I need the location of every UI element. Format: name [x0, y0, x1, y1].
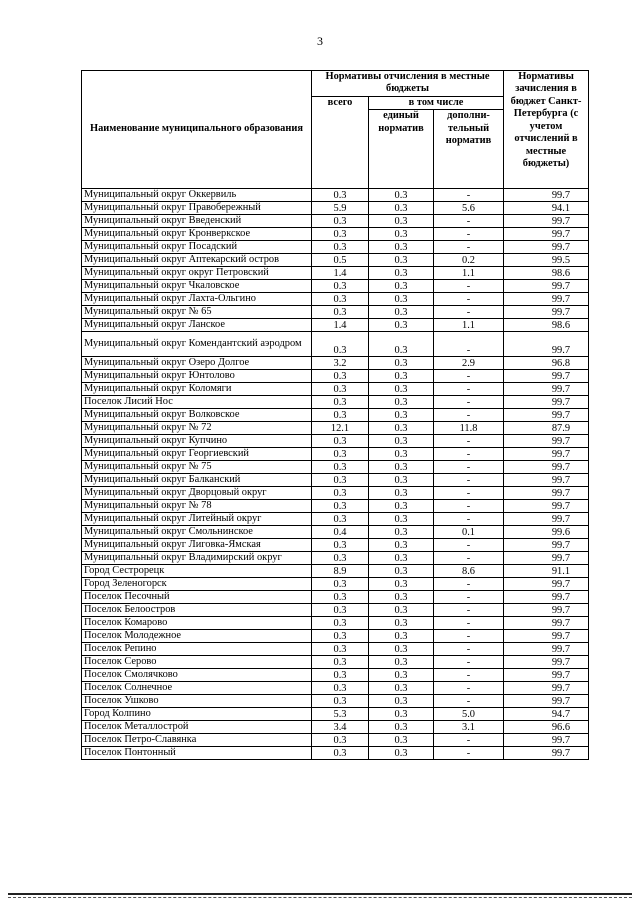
cell-city: 99.7: [504, 539, 589, 552]
cell-city: 99.7: [504, 409, 589, 422]
cell-total: 0.3: [312, 435, 369, 448]
cell-name: Муниципальный округ № 65: [82, 306, 312, 319]
cell-single: 0.3: [369, 656, 434, 669]
cell-city: 99.7: [504, 552, 589, 565]
cell-additional: -: [434, 578, 504, 591]
table-row: [82, 448, 589, 461]
table-row: [82, 682, 589, 695]
cell-single: 0.3: [369, 552, 434, 565]
cell-single: 0.3: [369, 293, 434, 306]
cell-city: 99.7: [504, 513, 589, 526]
cell-total: 3.2: [312, 357, 369, 370]
cell-additional: 2.9: [434, 357, 504, 370]
cell-single: 0.3: [369, 513, 434, 526]
cell-total: 0.3: [312, 280, 369, 293]
cell-total: 0.3: [312, 552, 369, 565]
table-row: [82, 526, 589, 539]
cell-name: Муниципальный округ Кронверкское: [82, 228, 312, 241]
cell-additional: 5.6: [434, 202, 504, 215]
cell-single: 0.3: [369, 565, 434, 578]
cell-single: 0.3: [369, 319, 434, 332]
cell-name: Поселок Петро-Славянка: [82, 734, 312, 747]
header-additional: дополни-тельный норматив: [434, 110, 504, 189]
cell-name: Муниципальный округ Комендантский аэродром: [82, 332, 312, 357]
cell-city: 99.5: [504, 254, 589, 267]
cell-total: 0.3: [312, 656, 369, 669]
cell-total: 0.3: [312, 306, 369, 319]
cell-single: 0.3: [369, 267, 434, 280]
cell-city: 99.7: [504, 280, 589, 293]
cell-additional: -: [434, 682, 504, 695]
cell-name: Муниципальный округ № 78: [82, 500, 312, 513]
cell-city: 99.7: [504, 591, 589, 604]
cell-name: Муниципальный округ Литейный округ: [82, 513, 312, 526]
cell-city: 94.1: [504, 202, 589, 215]
cell-city: 99.7: [504, 695, 589, 708]
cell-total: 0.3: [312, 630, 369, 643]
cell-total: 0.3: [312, 293, 369, 306]
cell-total: 0.3: [312, 604, 369, 617]
header-city-budget: Нормативы зачисления в бюджет Санкт-Петербурга (с учетом отчислений в местные бюджеты): [504, 71, 589, 189]
page-number: 3: [317, 34, 323, 48]
cell-city: 96.8: [504, 357, 589, 370]
cell-name: Город Колпино: [82, 708, 312, 721]
cell-single: 0.3: [369, 435, 434, 448]
cell-total: 0.3: [312, 189, 369, 202]
cell-additional: -: [434, 487, 504, 500]
cell-additional: -: [434, 513, 504, 526]
cell-single: 0.3: [369, 280, 434, 293]
table-row: [82, 578, 589, 591]
cell-total: 0.3: [312, 513, 369, 526]
table-row: [82, 254, 589, 267]
cell-total: 0.3: [312, 539, 369, 552]
cell-city: 99.7: [504, 396, 589, 409]
cell-additional: -: [434, 370, 504, 383]
cell-single: 0.3: [369, 721, 434, 734]
cell-single: 0.3: [369, 617, 434, 630]
cell-total: 5.9: [312, 202, 369, 215]
cell-name: Муниципальный округ Лиговка-Ямская: [82, 539, 312, 552]
cell-single: 0.3: [369, 734, 434, 747]
cell-name: Муниципальный округ Ланское: [82, 319, 312, 332]
table-row: [82, 604, 589, 617]
cell-name: Поселок Понтонный: [82, 747, 312, 760]
cell-additional: 3.1: [434, 721, 504, 734]
table-body: [82, 189, 589, 760]
table-row: [82, 280, 589, 293]
table-row: [82, 357, 589, 370]
cell-single: 0.3: [369, 500, 434, 513]
cell-name: Муниципальный округ Аптекарский остров: [82, 254, 312, 267]
cell-city: 99.7: [504, 630, 589, 643]
cell-single: 0.3: [369, 189, 434, 202]
cell-single: 0.3: [369, 306, 434, 319]
cell-additional: -: [434, 409, 504, 422]
cell-total: 0.3: [312, 383, 369, 396]
table-row: [82, 500, 589, 513]
table-row: [82, 332, 589, 357]
table-row: [82, 669, 589, 682]
table-row: [82, 319, 589, 332]
table-row: [82, 461, 589, 474]
table-row: [82, 513, 589, 526]
table-row: [82, 721, 589, 734]
cell-city: 99.7: [504, 448, 589, 461]
cell-single: 0.3: [369, 747, 434, 760]
cell-name: Поселок Репино: [82, 643, 312, 656]
cell-city: 98.6: [504, 319, 589, 332]
cell-additional: 0.2: [434, 254, 504, 267]
cell-single: 0.3: [369, 448, 434, 461]
table-row: [82, 435, 589, 448]
cell-total: 0.3: [312, 695, 369, 708]
cell-additional: -: [434, 552, 504, 565]
cell-single: 0.3: [369, 461, 434, 474]
table-header: [82, 71, 589, 189]
cell-single: 0.3: [369, 526, 434, 539]
cell-single: 0.3: [369, 357, 434, 370]
cell-name: Город Сестрорецк: [82, 565, 312, 578]
cell-single: 0.3: [369, 254, 434, 267]
cell-name: Муниципальный округ Дворцовый округ: [82, 487, 312, 500]
cell-name: Муниципальный округ Правобережный: [82, 202, 312, 215]
cell-name: Поселок Серово: [82, 656, 312, 669]
cell-name: Муниципальный округ Оккервиль: [82, 189, 312, 202]
header-total: всего: [312, 96, 369, 188]
cell-name: Поселок Молодежное: [82, 630, 312, 643]
cell-total: 0.3: [312, 682, 369, 695]
cell-additional: -: [434, 734, 504, 747]
cell-additional: -: [434, 617, 504, 630]
cell-city: 99.7: [504, 215, 589, 228]
cell-city: 99.7: [504, 669, 589, 682]
cell-additional: -: [434, 396, 504, 409]
cell-city: 99.7: [504, 383, 589, 396]
table-row: [82, 306, 589, 319]
cell-additional: -: [434, 215, 504, 228]
cell-single: 0.3: [369, 383, 434, 396]
cell-single: 0.3: [369, 669, 434, 682]
cell-single: 0.3: [369, 604, 434, 617]
cell-city: 99.7: [504, 474, 589, 487]
table-row: [82, 228, 589, 241]
cell-total: 0.3: [312, 461, 369, 474]
cell-name: Муниципальный округ Юнтолово: [82, 370, 312, 383]
cell-single: 0.3: [369, 228, 434, 241]
cell-total: 12.1: [312, 422, 369, 435]
cell-name: Муниципальный округ Посадский: [82, 241, 312, 254]
cell-name: Муниципальный округ № 72: [82, 422, 312, 435]
cell-additional: -: [434, 656, 504, 669]
cell-name: Поселок Смолячково: [82, 669, 312, 682]
cell-single: 0.3: [369, 370, 434, 383]
cell-single: 0.3: [369, 332, 434, 357]
cell-name: Поселок Белоостров: [82, 604, 312, 617]
cell-total: 0.3: [312, 734, 369, 747]
cell-total: 0.3: [312, 474, 369, 487]
table-row: [82, 409, 589, 422]
cell-single: 0.3: [369, 643, 434, 656]
table-row: [82, 396, 589, 409]
cell-additional: -: [434, 332, 504, 357]
cell-city: 99.7: [504, 643, 589, 656]
cell-city: 99.7: [504, 241, 589, 254]
cell-city: 91.1: [504, 565, 589, 578]
cell-total: 0.3: [312, 617, 369, 630]
cell-additional: -: [434, 500, 504, 513]
cell-total: 0.4: [312, 526, 369, 539]
cell-total: 0.3: [312, 591, 369, 604]
cell-additional: -: [434, 539, 504, 552]
cell-city: 99.7: [504, 604, 589, 617]
cell-name: Муниципальный округ Введенский: [82, 215, 312, 228]
cell-total: 0.3: [312, 448, 369, 461]
cell-total: 0.3: [312, 487, 369, 500]
cell-single: 0.3: [369, 396, 434, 409]
cell-city: 98.6: [504, 267, 589, 280]
cell-city: 99.7: [504, 189, 589, 202]
cell-name: Поселок Комарово: [82, 617, 312, 630]
cell-additional: -: [434, 293, 504, 306]
cell-additional: -: [434, 643, 504, 656]
cell-additional: -: [434, 306, 504, 319]
table-row: [82, 293, 589, 306]
table-row: [82, 422, 589, 435]
table-row: [82, 695, 589, 708]
cell-total: 0.3: [312, 215, 369, 228]
cell-city: 99.7: [504, 370, 589, 383]
cell-total: 0.3: [312, 332, 369, 357]
cell-additional: 0.1: [434, 526, 504, 539]
table-row: [82, 565, 589, 578]
cell-additional: -: [434, 747, 504, 760]
cell-single: 0.3: [369, 695, 434, 708]
cell-total: 0.3: [312, 241, 369, 254]
table-row: [82, 189, 589, 202]
cell-name: Муниципальный округ Озеро Долгое: [82, 357, 312, 370]
cell-city: 94.7: [504, 708, 589, 721]
cell-single: 0.3: [369, 708, 434, 721]
normatives-table: [81, 70, 589, 760]
cell-total: 0.3: [312, 578, 369, 591]
cell-name: Поселок Солнечное: [82, 682, 312, 695]
footer-rule-thin: [8, 897, 632, 898]
cell-additional: -: [434, 461, 504, 474]
cell-city: 99.7: [504, 500, 589, 513]
cell-total: 0.3: [312, 643, 369, 656]
cell-city: 99.7: [504, 293, 589, 306]
cell-name: Муниципальный округ № 75: [82, 461, 312, 474]
table-row: [82, 267, 589, 280]
cell-single: 0.3: [369, 578, 434, 591]
header-name: Наименование муниципального образования: [82, 71, 312, 189]
cell-single: 0.3: [369, 474, 434, 487]
cell-additional: -: [434, 591, 504, 604]
cell-total: 0.3: [312, 396, 369, 409]
table-row: [82, 202, 589, 215]
table-row: [82, 539, 589, 552]
table-row: [82, 708, 589, 721]
table-row: [82, 474, 589, 487]
cell-single: 0.3: [369, 409, 434, 422]
cell-city: 99.7: [504, 487, 589, 500]
cell-name: Муниципальный округ Купчино: [82, 435, 312, 448]
cell-name: Муниципальный округ Коломяги: [82, 383, 312, 396]
cell-additional: -: [434, 474, 504, 487]
cell-single: 0.3: [369, 539, 434, 552]
cell-name: Поселок Песочный: [82, 591, 312, 604]
cell-name: Муниципальный округ Смольнинское: [82, 526, 312, 539]
cell-city: 99.6: [504, 526, 589, 539]
table-row: [82, 643, 589, 656]
cell-total: 0.3: [312, 228, 369, 241]
cell-city: 99.7: [504, 306, 589, 319]
cell-name: Муниципальный округ Балканский: [82, 474, 312, 487]
table-row: [82, 656, 589, 669]
cell-additional: -: [434, 604, 504, 617]
cell-name: Поселок Металлострой: [82, 721, 312, 734]
cell-name: Муниципальный округ округ Петровский: [82, 267, 312, 280]
cell-additional: 11.8: [434, 422, 504, 435]
cell-total: 1.4: [312, 319, 369, 332]
table-row: [82, 591, 589, 604]
table-row: [82, 552, 589, 565]
cell-total: 0.3: [312, 500, 369, 513]
table-row: [82, 383, 589, 396]
cell-city: 99.7: [504, 734, 589, 747]
cell-total: 1.4: [312, 267, 369, 280]
cell-additional: -: [434, 669, 504, 682]
cell-name: Муниципальный округ Лахта-Ольгино: [82, 293, 312, 306]
cell-city: 99.7: [504, 332, 589, 357]
table-row: [82, 370, 589, 383]
footer-rule: [8, 893, 632, 895]
cell-city: 96.6: [504, 721, 589, 734]
cell-additional: 1.1: [434, 319, 504, 332]
cell-name: Муниципальный округ Чкаловское: [82, 280, 312, 293]
cell-city: 99.7: [504, 461, 589, 474]
cell-city: 99.7: [504, 578, 589, 591]
cell-additional: -: [434, 280, 504, 293]
cell-city: 99.7: [504, 682, 589, 695]
cell-single: 0.3: [369, 591, 434, 604]
cell-additional: -: [434, 448, 504, 461]
cell-city: 99.7: [504, 617, 589, 630]
cell-single: 0.3: [369, 682, 434, 695]
header-including: в том числе: [369, 96, 504, 109]
cell-total: 8.9: [312, 565, 369, 578]
cell-name: Муниципальный округ Владимирский округ: [82, 552, 312, 565]
cell-single: 0.3: [369, 202, 434, 215]
header-normatives-group: Нормативы отчисления в местные бюджеты: [312, 71, 504, 97]
cell-city: 99.7: [504, 435, 589, 448]
table-row: [82, 241, 589, 254]
cell-additional: -: [434, 630, 504, 643]
cell-total: 3.4: [312, 721, 369, 734]
cell-total: 0.3: [312, 747, 369, 760]
table-row: [82, 487, 589, 500]
cell-city: 99.7: [504, 656, 589, 669]
cell-city: 87.9: [504, 422, 589, 435]
cell-name: Муниципальный округ Георгиевский: [82, 448, 312, 461]
cell-single: 0.3: [369, 487, 434, 500]
cell-additional: 5.0: [434, 708, 504, 721]
cell-city: 99.7: [504, 228, 589, 241]
cell-city: 99.7: [504, 747, 589, 760]
table-row: [82, 747, 589, 760]
header-single: единый норматив: [369, 110, 434, 189]
cell-total: 5.3: [312, 708, 369, 721]
cell-additional: -: [434, 435, 504, 448]
table-row: [82, 630, 589, 643]
cell-name: Муниципальный округ Волковское: [82, 409, 312, 422]
cell-single: 0.3: [369, 422, 434, 435]
cell-additional: 8.6: [434, 565, 504, 578]
cell-additional: -: [434, 228, 504, 241]
cell-additional: -: [434, 189, 504, 202]
cell-total: 0.3: [312, 669, 369, 682]
cell-single: 0.3: [369, 241, 434, 254]
cell-additional: -: [434, 383, 504, 396]
cell-name: Поселок Ушково: [82, 695, 312, 708]
cell-additional: -: [434, 695, 504, 708]
cell-single: 0.3: [369, 215, 434, 228]
table-row: [82, 617, 589, 630]
cell-name: Город Зеленогорск: [82, 578, 312, 591]
cell-additional: 1.1: [434, 267, 504, 280]
cell-additional: -: [434, 241, 504, 254]
cell-total: 0.3: [312, 409, 369, 422]
table-row: [82, 215, 589, 228]
table-row: [82, 734, 589, 747]
cell-name: Поселок Лисий Нос: [82, 396, 312, 409]
cell-single: 0.3: [369, 630, 434, 643]
cell-total: 0.5: [312, 254, 369, 267]
cell-total: 0.3: [312, 370, 369, 383]
